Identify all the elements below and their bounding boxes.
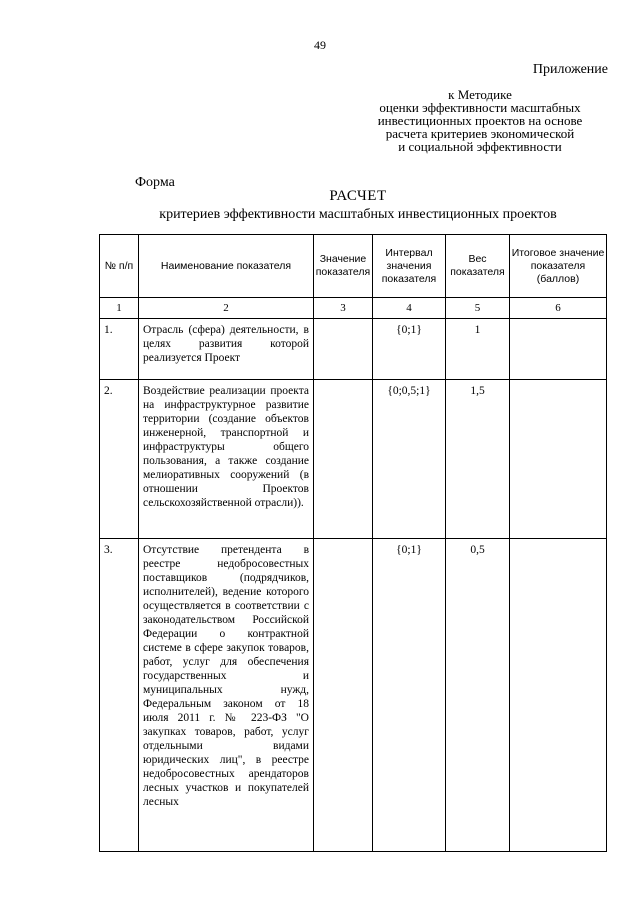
indicator-interval: {0;1}	[373, 319, 446, 380]
row-number: 3.	[100, 539, 139, 852]
indicator-name: Отсутствие претендента в реестре недобросовестных поставщиков (подрядчиков, исполнителей), ведение которого осуществляется в соответствии с законодательством Российской Федерации о контрактной системе в сфере закупок товаров, работ, услуг для обеспечения государственных и муниципальных нужд, Федеральным законом от 18 июля 2011 г. № 223-ФЗ "О закупках товаров, работ, услуг отдельными видами юридических лиц", в реестре недобросовестных арендаторов лесных участков и покупателей лесных	[139, 539, 314, 852]
indicator-total[interactable]	[510, 380, 607, 539]
indicator-total[interactable]	[510, 319, 607, 380]
document-subtitle: критериев эффективности масштабных инвестиционных проектов	[159, 207, 557, 222]
table-row	[100, 539, 607, 852]
table-row	[100, 380, 607, 539]
header-cell-value: Значение показателя	[314, 235, 373, 298]
appendix-label: Приложение	[532, 62, 608, 77]
methodology-line: инвестиционных проектов на основе	[377, 113, 583, 128]
methodology-line: оценки эффективности масштабных	[379, 100, 581, 115]
document-title: РАСЧЕТ	[329, 188, 387, 204]
header-cell-weight: Вес показателя	[446, 235, 510, 298]
indicator-interval: {0;1}	[373, 539, 446, 852]
table-row	[100, 319, 607, 380]
column-number-row	[100, 298, 607, 319]
header-cell-total: Итоговое значение показателя (баллов)	[510, 235, 607, 298]
methodology-line: к Методике	[448, 87, 512, 102]
column-number: 6	[510, 298, 607, 319]
column-number: 4	[373, 298, 446, 319]
indicator-value[interactable]	[314, 539, 373, 852]
indicator-value[interactable]	[314, 380, 373, 539]
header-cell-interval: Интервал значения показателя	[373, 235, 446, 298]
header-cell-name: Наименование показателя	[139, 235, 314, 298]
row-number: 2.	[100, 380, 139, 539]
table-header-row	[100, 235, 607, 298]
page-number: 49	[314, 38, 326, 52]
indicator-total[interactable]	[510, 539, 607, 852]
indicator-weight: 0,5	[446, 539, 510, 852]
column-number: 1	[100, 298, 139, 319]
indicator-value[interactable]	[314, 319, 373, 380]
indicator-name: Отрасль (сфера) деятельности, в целях развития которой реализуется Проект	[139, 319, 314, 380]
indicator-weight: 1	[446, 319, 510, 380]
methodology-line: и социальной эффективности	[398, 139, 562, 154]
column-number: 5	[446, 298, 510, 319]
methodology-line: расчета критериев экономической	[385, 126, 575, 141]
indicator-interval: {0;0,5;1}	[373, 380, 446, 539]
form-label: Форма	[135, 175, 175, 190]
methodology-reference	[355, 88, 605, 153]
indicator-weight: 1,5	[446, 380, 510, 539]
column-number: 3	[314, 298, 373, 319]
indicator-name: Воздействие реализации проекта на инфраструктурное развитие территории (создание объектов инженерной, транспортной и инфраструктуры общего пользования, а также создание мелиоративных сооружений (в отношении Проектов сельскохозяйственной отрасли)).	[139, 380, 314, 539]
row-number: 1.	[100, 319, 139, 380]
criteria-table	[99, 234, 607, 852]
column-number: 2	[139, 298, 314, 319]
header-cell-number: № п/п	[100, 235, 139, 298]
